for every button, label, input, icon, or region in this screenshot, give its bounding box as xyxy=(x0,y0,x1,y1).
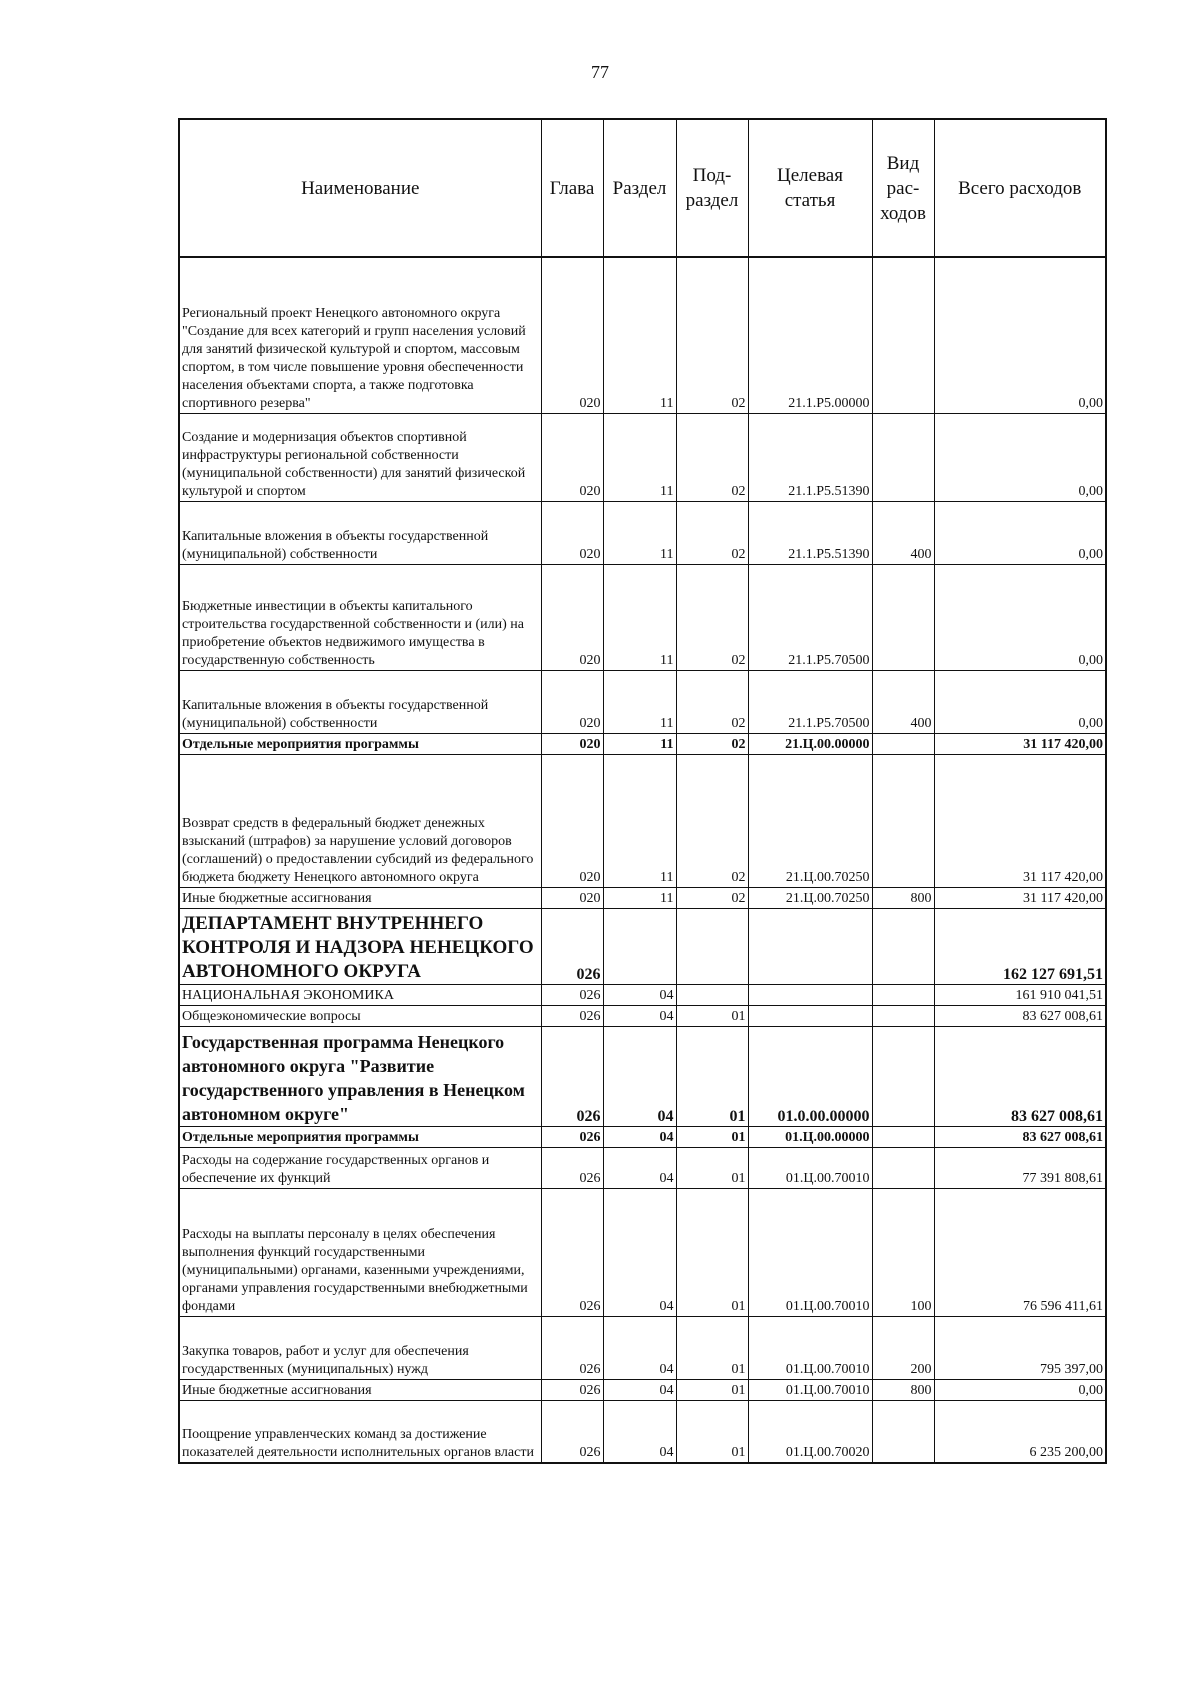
row-total: 162 127 691,51 xyxy=(934,908,1106,984)
row-glava: 026 xyxy=(541,1379,603,1400)
row-total: 795 397,00 xyxy=(934,1316,1106,1379)
row-glava: 020 xyxy=(541,257,603,413)
row-name: Расходы на выплаты персоналу в целях обеспечения выполнения функций государственными (муниципальными) органами, казенными учреждениями, органами управления государственными внебюджетными фондами xyxy=(179,1188,541,1316)
row-podrazdel: 02 xyxy=(676,887,748,908)
row-glava: 020 xyxy=(541,887,603,908)
row-razdel: 11 xyxy=(603,670,676,733)
row-celevaya: 21.Ц.00.70250 xyxy=(748,887,872,908)
table-row xyxy=(179,1026,1106,1126)
row-vid xyxy=(872,564,934,670)
table-row xyxy=(179,984,1106,1005)
row-celevaya xyxy=(748,1005,872,1026)
row-vid xyxy=(872,733,934,754)
row-razdel: 11 xyxy=(603,564,676,670)
row-name: Капитальные вложения в объекты государственной (муниципальной) собственности xyxy=(179,501,541,564)
row-glava: 026 xyxy=(541,908,603,984)
row-glava: 026 xyxy=(541,1400,603,1463)
row-celevaya: 21.1.P5.70500 xyxy=(748,564,872,670)
row-total: 31 117 420,00 xyxy=(934,887,1106,908)
row-podrazdel: 02 xyxy=(676,670,748,733)
row-name: Бюджетные инвестиции в объекты капитального строительства государственной собственности и (или) на приобретение объектов недвижимого имущества в государственную собственность xyxy=(179,564,541,670)
row-vid: 800 xyxy=(872,887,934,908)
row-name: Закупка товаров, работ и услуг для обеспечения государственных (муниципальных) нужд xyxy=(179,1316,541,1379)
row-vid xyxy=(872,1005,934,1026)
header-total: Всего расходов xyxy=(934,119,1106,257)
table-row xyxy=(179,1126,1106,1147)
row-name: Иные бюджетные ассигнования xyxy=(179,887,541,908)
budget-table xyxy=(178,118,1107,1464)
row-vid: 100 xyxy=(872,1188,934,1316)
table-row xyxy=(179,733,1106,754)
row-glava: 026 xyxy=(541,1188,603,1316)
row-razdel: 11 xyxy=(603,887,676,908)
row-vid: 800 xyxy=(872,1379,934,1400)
row-glava: 026 xyxy=(541,1005,603,1026)
row-total: 0,00 xyxy=(934,413,1106,501)
header-vid: Вид рас-ходов xyxy=(872,119,934,257)
row-razdel: 04 xyxy=(603,984,676,1005)
table-row xyxy=(179,1400,1106,1463)
row-razdel xyxy=(603,908,676,984)
row-glava: 020 xyxy=(541,733,603,754)
row-name: ДЕПАРТАМЕНТ ВНУТРЕННЕГО КОНТРОЛЯ И НАДЗОРА НЕНЕЦКОГО АВТОНОМНОГО ОКРУГА xyxy=(179,908,541,984)
table-row xyxy=(179,1316,1106,1379)
row-celevaya: 21.Ц.00.00000 xyxy=(748,733,872,754)
row-glava: 020 xyxy=(541,754,603,887)
row-vid xyxy=(872,984,934,1005)
row-razdel: 11 xyxy=(603,754,676,887)
row-celevaya: 21.1.P5.00000 xyxy=(748,257,872,413)
row-name: Поощрение управленческих команд за достижение показателей деятельности исполнительных органов власти xyxy=(179,1400,541,1463)
row-podrazdel: 02 xyxy=(676,564,748,670)
row-celevaya xyxy=(748,908,872,984)
row-podrazdel: 01 xyxy=(676,1316,748,1379)
table-row xyxy=(179,501,1106,564)
row-podrazdel: 02 xyxy=(676,257,748,413)
row-glava: 026 xyxy=(541,1126,603,1147)
table-row xyxy=(179,564,1106,670)
row-glava: 020 xyxy=(541,670,603,733)
row-podrazdel: 02 xyxy=(676,501,748,564)
table-row xyxy=(179,908,1106,984)
row-razdel: 04 xyxy=(603,1126,676,1147)
row-razdel: 04 xyxy=(603,1005,676,1026)
row-total: 0,00 xyxy=(934,1379,1106,1400)
row-razdel: 04 xyxy=(603,1316,676,1379)
table-row xyxy=(179,670,1106,733)
row-name: Региональный проект Ненецкого автономного округа "Создание для всех категорий и групп населения условий для занятий физической культурой и спортом, массовым спортом, в том числе повышение уровня обеспеченности населения объектами спорта, а также подготовка спортивного резерва" xyxy=(179,257,541,413)
table-row xyxy=(179,1005,1106,1026)
row-total: 0,00 xyxy=(934,257,1106,413)
row-razdel: 04 xyxy=(603,1188,676,1316)
row-total: 0,00 xyxy=(934,564,1106,670)
row-podrazdel: 01 xyxy=(676,1126,748,1147)
row-glava: 020 xyxy=(541,413,603,501)
table-row xyxy=(179,887,1106,908)
table-row xyxy=(179,754,1106,887)
row-vid xyxy=(872,1026,934,1126)
table-row xyxy=(179,257,1106,413)
row-vid xyxy=(872,257,934,413)
row-razdel: 04 xyxy=(603,1026,676,1126)
row-total: 83 627 008,61 xyxy=(934,1126,1106,1147)
row-podrazdel: 01 xyxy=(676,1147,748,1188)
row-vid xyxy=(872,1126,934,1147)
row-razdel: 04 xyxy=(603,1400,676,1463)
row-vid: 400 xyxy=(872,501,934,564)
row-celevaya: 21.1.P5.51390 xyxy=(748,501,872,564)
row-name: Капитальные вложения в объекты государственной (муниципальной) собственности xyxy=(179,670,541,733)
row-total: 76 596 411,61 xyxy=(934,1188,1106,1316)
table-row xyxy=(179,1188,1106,1316)
row-total: 83 627 008,61 xyxy=(934,1026,1106,1126)
row-glava: 020 xyxy=(541,501,603,564)
row-celevaya: 01.0.00.00000 xyxy=(748,1026,872,1126)
header-podrazdel: Под-раздел xyxy=(676,119,748,257)
row-celevaya: 01.Ц.00.70010 xyxy=(748,1316,872,1379)
row-total: 0,00 xyxy=(934,501,1106,564)
row-podrazdel: 02 xyxy=(676,754,748,887)
header-celevaya: Целевая статья xyxy=(748,119,872,257)
row-name: Иные бюджетные ассигнования xyxy=(179,1379,541,1400)
row-glava: 026 xyxy=(541,1026,603,1126)
row-podrazdel: 02 xyxy=(676,733,748,754)
header-razdel: Раздел xyxy=(603,119,676,257)
row-glava: 026 xyxy=(541,984,603,1005)
row-celevaya: 01.Ц.00.70010 xyxy=(748,1188,872,1316)
page-number: 77 xyxy=(591,62,609,82)
row-name: Общеэкономические вопросы xyxy=(179,1005,541,1026)
row-vid xyxy=(872,413,934,501)
row-celevaya: 01.Ц.00.70010 xyxy=(748,1147,872,1188)
row-razdel: 04 xyxy=(603,1379,676,1400)
header-glava: Глава xyxy=(541,119,603,257)
row-podrazdel xyxy=(676,908,748,984)
row-name: Расходы на содержание государственных органов и обеспечение их функций xyxy=(179,1147,541,1188)
row-total: 31 117 420,00 xyxy=(934,754,1106,887)
row-vid xyxy=(872,754,934,887)
row-name: Создание и модернизация объектов спортивной инфраструктуры региональной собственности (муниципальной собственности) для занятий физической культурой и спортом xyxy=(179,413,541,501)
row-name: Возврат средств в федеральный бюджет денежных взысканий (штрафов) за нарушение условий договоров (соглашений) о предоставлении субсидий из федерального бюджета бюджету Ненецкого автономного округа xyxy=(179,754,541,887)
row-celevaya: 01.Ц.00.70020 xyxy=(748,1400,872,1463)
row-podrazdel xyxy=(676,984,748,1005)
row-razdel: 04 xyxy=(603,1147,676,1188)
row-total: 161 910 041,51 xyxy=(934,984,1106,1005)
row-celevaya: 01.Ц.00.00000 xyxy=(748,1126,872,1147)
row-total: 83 627 008,61 xyxy=(934,1005,1106,1026)
row-total: 77 391 808,61 xyxy=(934,1147,1106,1188)
row-name: Отдельные мероприятия программы xyxy=(179,1126,541,1147)
row-name: Государственная программа Ненецкого автономного округа "Развитие государственного управления в Ненецком автономном округе" xyxy=(179,1026,541,1126)
table-row xyxy=(179,413,1106,501)
row-celevaya: 21.1.P5.51390 xyxy=(748,413,872,501)
row-total: 31 117 420,00 xyxy=(934,733,1106,754)
row-total: 0,00 xyxy=(934,670,1106,733)
row-celevaya: 21.Ц.00.70250 xyxy=(748,754,872,887)
row-vid xyxy=(872,1400,934,1463)
row-celevaya xyxy=(748,984,872,1005)
row-razdel: 11 xyxy=(603,501,676,564)
table-header-row xyxy=(179,119,1106,257)
row-name: НАЦИОНАЛЬНАЯ ЭКОНОМИКА xyxy=(179,984,541,1005)
row-vid: 400 xyxy=(872,670,934,733)
row-podrazdel: 01 xyxy=(676,1400,748,1463)
row-podrazdel: 01 xyxy=(676,1026,748,1126)
row-vid xyxy=(872,908,934,984)
row-glava: 026 xyxy=(541,1316,603,1379)
header-name: Наименование xyxy=(179,119,541,257)
row-vid xyxy=(872,1147,934,1188)
table-row xyxy=(179,1379,1106,1400)
row-razdel: 11 xyxy=(603,733,676,754)
row-razdel: 11 xyxy=(603,257,676,413)
row-podrazdel: 01 xyxy=(676,1005,748,1026)
row-glava: 020 xyxy=(541,564,603,670)
row-celevaya: 01.Ц.00.70010 xyxy=(748,1379,872,1400)
row-podrazdel: 02 xyxy=(676,413,748,501)
row-glava: 026 xyxy=(541,1147,603,1188)
row-total: 6 235 200,00 xyxy=(934,1400,1106,1463)
row-celevaya: 21.1.P5.70500 xyxy=(748,670,872,733)
table-row xyxy=(179,1147,1106,1188)
row-razdel: 11 xyxy=(603,413,676,501)
row-podrazdel: 01 xyxy=(676,1379,748,1400)
row-vid: 200 xyxy=(872,1316,934,1379)
row-name: Отдельные мероприятия программы xyxy=(179,733,541,754)
row-podrazdel: 01 xyxy=(676,1188,748,1316)
